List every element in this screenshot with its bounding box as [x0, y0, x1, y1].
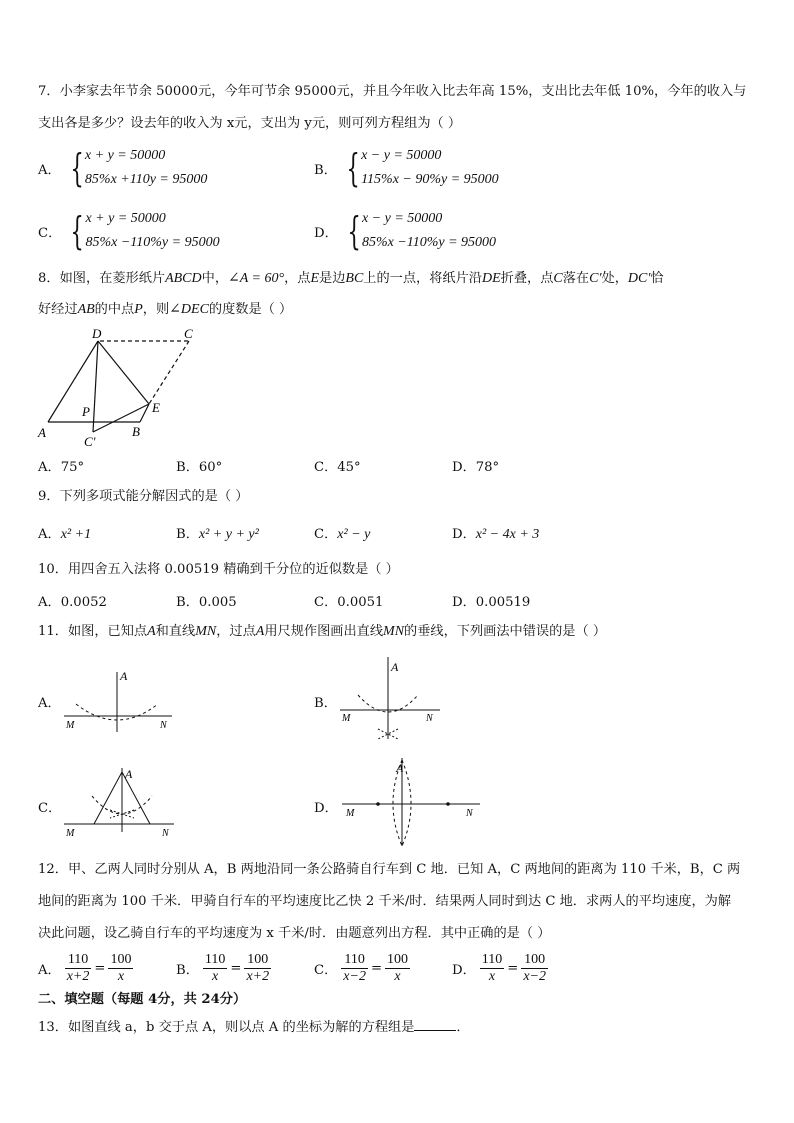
q8-option-a: A．75° — [38, 460, 85, 475]
q10-option-a: A．0.0052 — [38, 595, 107, 610]
fig-label-c: C — [184, 328, 193, 341]
fig-label-a: A — [38, 425, 46, 440]
fig-c-label-m: M — [66, 828, 75, 838]
q8-line2: 好经过AB的中点P，则∠DEC的度数是（ ） — [38, 302, 293, 317]
q7-option-b: B． { x − y = 50000 115%x − 90%y = 95000 — [314, 146, 499, 190]
q11-option-c-label: C． — [38, 801, 62, 816]
q8-option-b: B．60° — [176, 460, 223, 475]
q11-option-b-label: B． — [314, 696, 337, 711]
answer-blank[interactable] — [414, 1030, 456, 1031]
fig-c-label-n: N — [162, 828, 169, 838]
q11-figure-c — [62, 762, 176, 838]
q10-option-c: C．0.0051 — [314, 595, 384, 610]
q12-line1: 12．甲、乙两人同时分别从 A，B 两地沿同一条公路骑自行车到 C 地．已知 A，C 两地间的距离为 110 千米，B，C 两 — [38, 862, 741, 877]
fig-label-c-prime: C′ — [84, 434, 96, 449]
q10-option-b: B．0.005 — [176, 595, 237, 610]
fig-b-label-a: A — [391, 660, 399, 674]
fig-label-e: E — [152, 400, 160, 415]
q11-option-a-label: A． — [38, 696, 61, 711]
q9-option-d: D．x² − 4x + 3 — [452, 527, 540, 542]
q7-line1: 7．小李家去年节余 50000元，今年可节余 95000元，并且今年收入比去年高 15%，支出比去年低 10%，今年的收入与 — [38, 84, 747, 99]
q9-option-c: C．x² − y — [314, 527, 371, 542]
q9-text: 9．下列多项式能分解因式的是（ ） — [38, 489, 249, 504]
fig-a-label-a: A — [120, 669, 128, 683]
q9-option-b: B．x² + y + y² — [176, 527, 259, 542]
q8-line1: 8．如图，在菱形纸片ABCD中，∠A = 60°，点E是边BC上的一点，将纸片沿DE折叠，点C落在C′处，DC′恰 — [38, 271, 664, 286]
q12-option-d: D． $\frac{110}{x}$ = $\frac{100}{x-2}$ — [452, 952, 546, 984]
q8-option-d: D．78° — [452, 460, 500, 475]
q9-option-a: A．x² +1 — [38, 527, 92, 542]
q10-option-d: D．0.00519 — [452, 595, 531, 610]
q10-text: 10．用四舍五入法将 0.00519 精确到千分位的近似数是（ ） — [38, 562, 399, 577]
q8-rhombus-figure — [34, 328, 204, 450]
fig-d-label-a: A — [396, 761, 404, 775]
q12-option-a: A． $\frac{110}{x+2}$ = $\frac{100}{x}$ — [38, 952, 132, 984]
q7-option-c: C． { x + y = 50000 85%x −110%y = 95000 — [38, 209, 220, 253]
fig-label-p: P — [82, 404, 90, 419]
q11-figure-d — [338, 756, 484, 848]
fig-a-label-m: M — [66, 720, 75, 731]
section-title: 二、填空题（每题 4分，共 24分） — [38, 992, 247, 1007]
q12-option-c: C． $\frac{110}{x-2}$ = $\frac{100}{x}$ — [314, 952, 409, 984]
fig-b-label-m: M — [342, 713, 351, 724]
q13-text: 13．如图直线 a，b 交于点 A，则以点 A 的坐标为解的方程组是 ． — [38, 1020, 470, 1035]
q7-option-d: D． { x − y = 50000 85%x −110%y = 95000 — [314, 209, 497, 253]
fig-label-b: B — [132, 424, 140, 439]
fig-b-label-n: N — [426, 713, 433, 724]
q12-option-b: B． $\frac{110}{x}$ = $\frac{100}{x+2}$ — [176, 952, 270, 984]
q11-figure-a — [62, 664, 174, 736]
q11-figure-b — [338, 655, 444, 743]
fig-c-label-a: A — [125, 767, 133, 781]
fig-a-label-n: N — [160, 720, 167, 731]
q7-line2: 支出各是多少？设去年的收入为 x元，支出为 y元，则可列方程组为（ ） — [38, 116, 462, 131]
fig-label-d: D — [92, 328, 102, 341]
q12-line3: 决此问题，设乙骑自行车的平均速度为 x 千米/时．由题意列出方程．其中正确的是（ ） — [38, 926, 551, 941]
q11-text: 11．如图，已知点A和直线MN，过点A用尺规作图画出直线MN的垂线，下列画法中错误的是（ ） — [38, 624, 607, 639]
q11-option-d-label: D． — [314, 801, 338, 816]
fig-d-label-m: M — [346, 808, 355, 819]
q8-option-c: C．45° — [314, 460, 361, 475]
q7-option-a: A． { x + y = 50000 85%x +110y = 95000 — [38, 146, 208, 190]
fig-d-label-n: N — [466, 808, 473, 819]
q12-line2: 地间的距离为 100 千米．甲骑自行车的平均速度比乙快 2 千米/时．结果两人同时到达 C 地．求两人的平均速度，为解 — [38, 894, 732, 909]
